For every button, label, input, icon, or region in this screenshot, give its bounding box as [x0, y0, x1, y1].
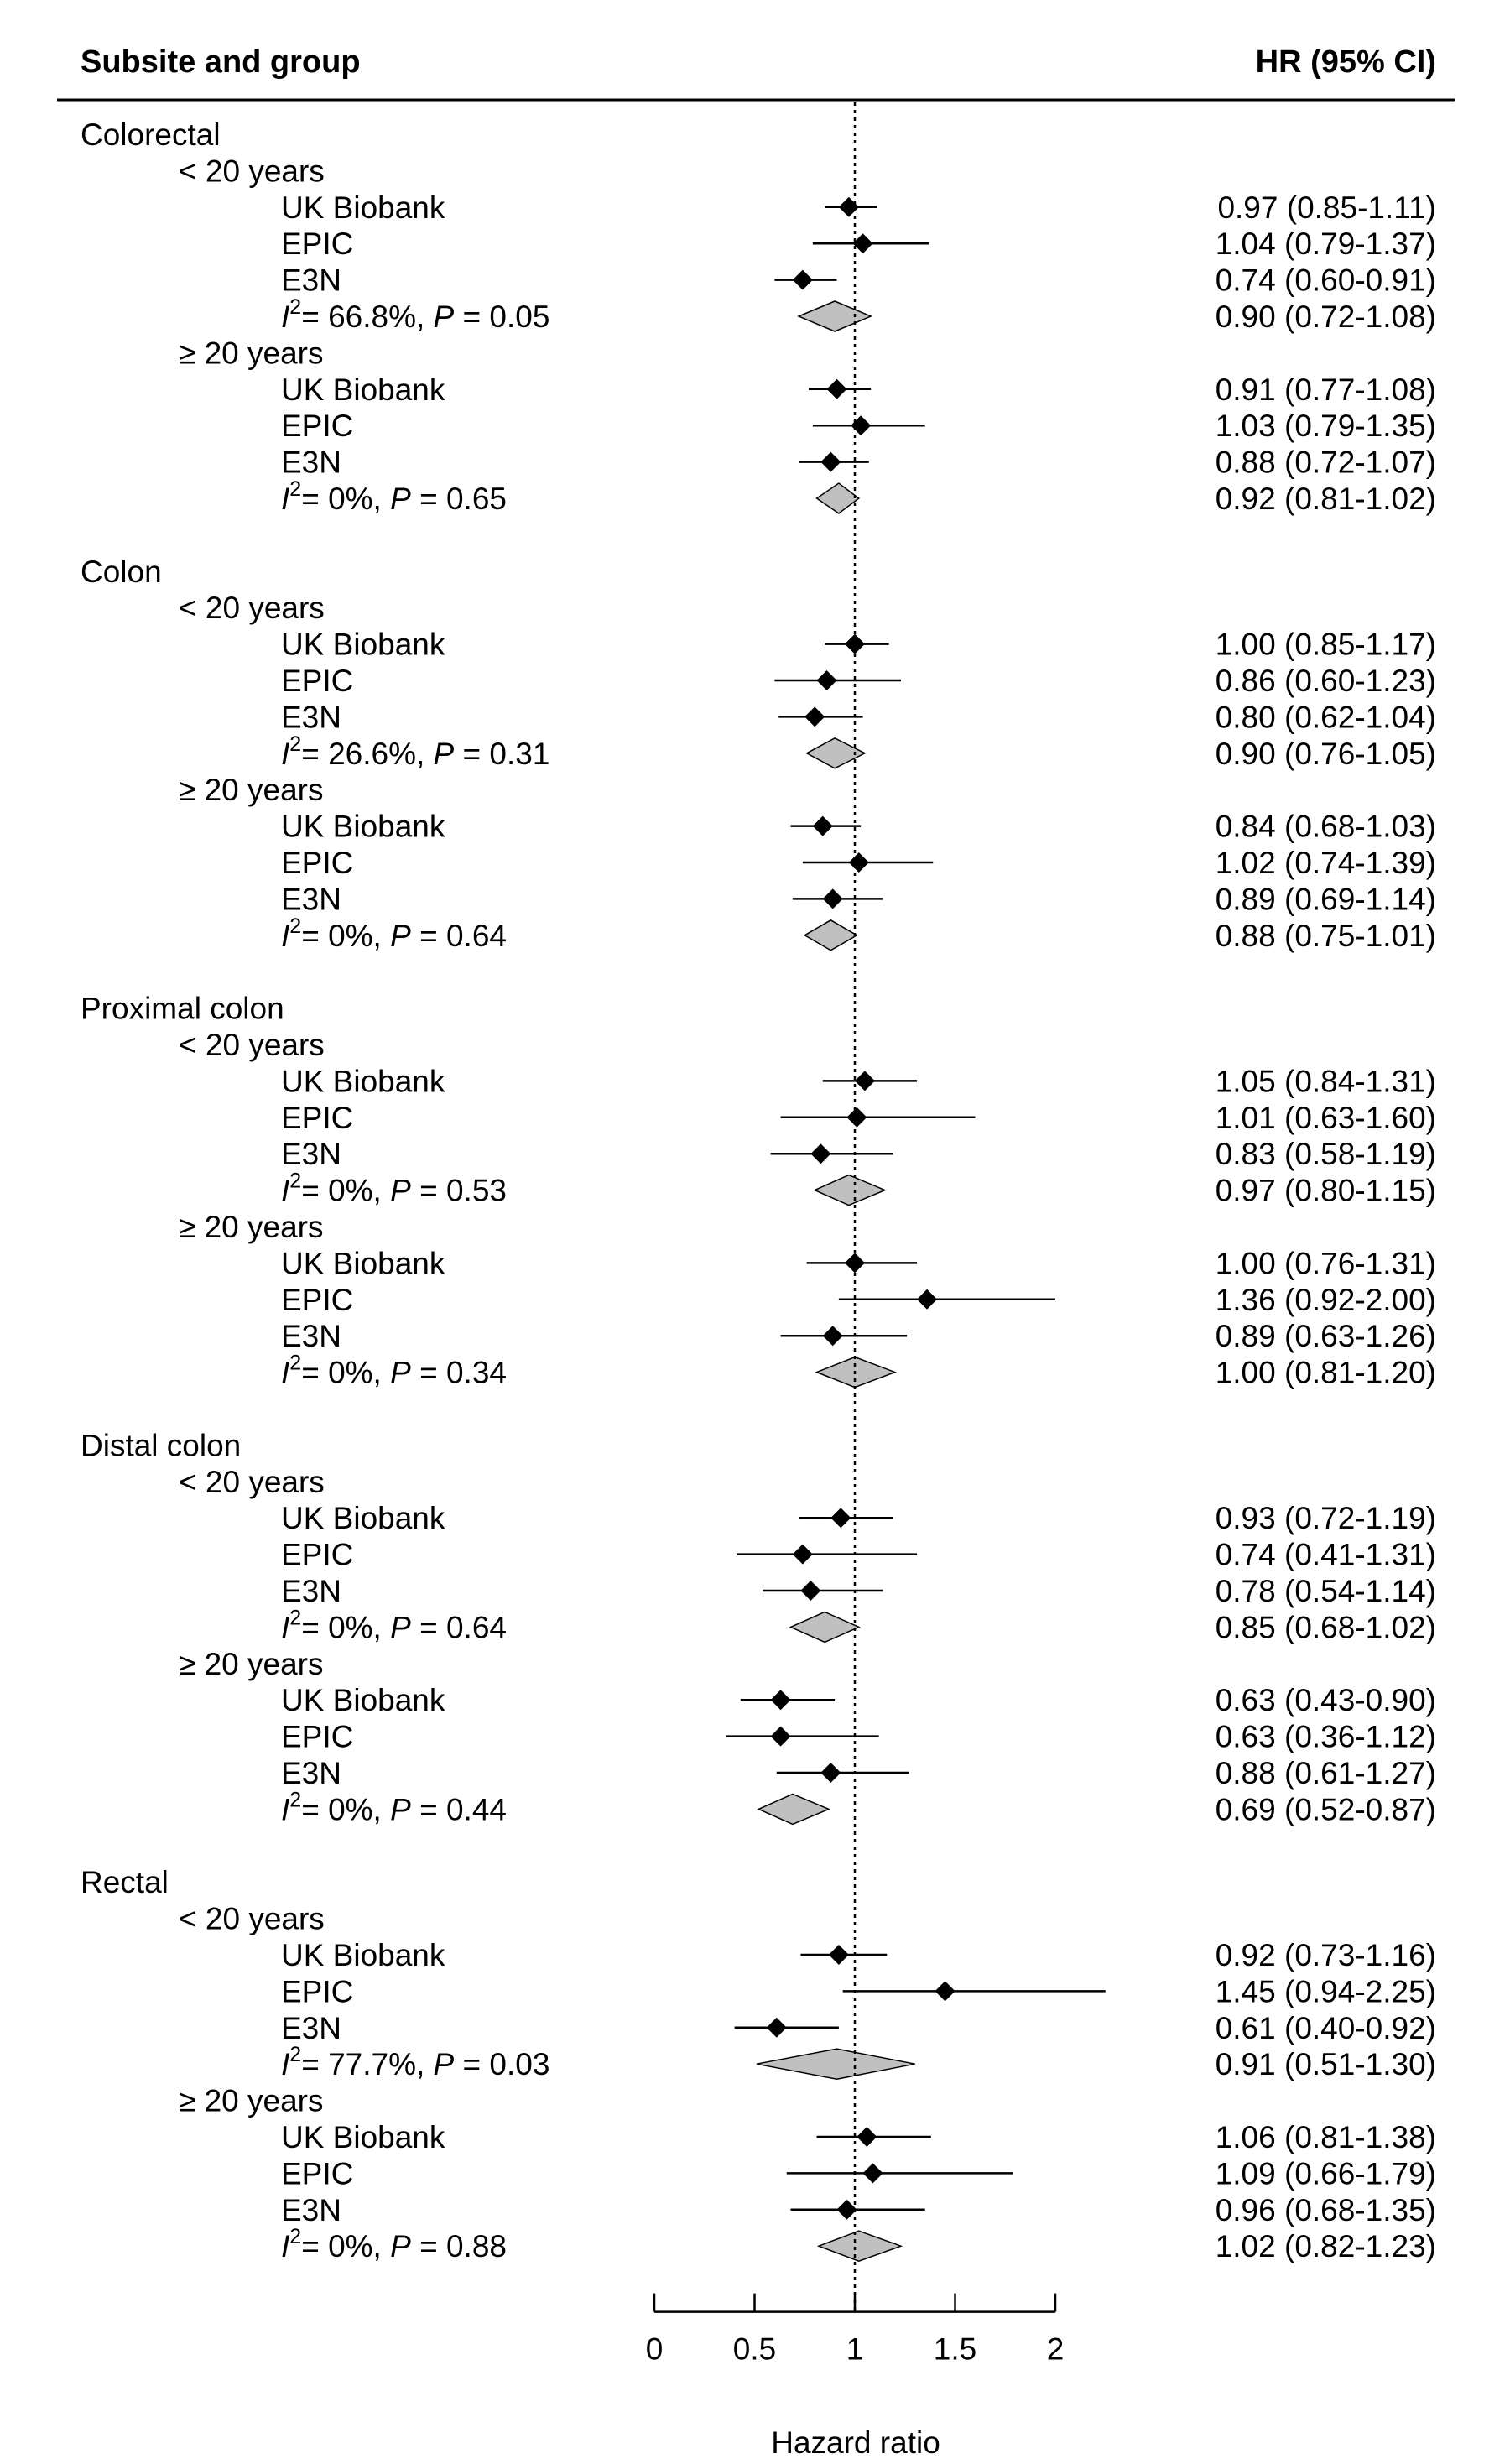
point-estimate: [820, 452, 841, 472]
hr-label: 1.02 (0.74-1.39): [1215, 846, 1436, 880]
hr-label: 0.93 (0.72-1.19): [1215, 1501, 1436, 1536]
hr-label: 0.91 (0.77-1.08): [1215, 372, 1436, 407]
point-estimate: [810, 1143, 830, 1164]
hr-label: 1.45 (0.94-2.25): [1215, 1974, 1436, 2009]
hr-label: 0.80 (0.62-1.04): [1215, 700, 1436, 735]
point-estimate: [935, 1981, 955, 2001]
point-estimate: [839, 197, 859, 217]
heterogeneity-label: $I^2= 0\%$, P = 0.44: [281, 1788, 507, 1827]
study-label: UK Biobank: [281, 1246, 445, 1281]
study-label: E3N: [281, 263, 341, 298]
study-label: EPIC: [281, 664, 354, 698]
pooled-hr-label: 1.00 (0.81-1.20): [1215, 1355, 1436, 1390]
study-label: UK Biobank: [281, 1938, 445, 1972]
group-label: ≥ 20 years: [179, 1646, 324, 1681]
point-estimate: [804, 706, 825, 727]
study-label: EPIC: [281, 1719, 354, 1754]
hr-label: 1.01 (0.63-1.60): [1215, 1100, 1436, 1135]
point-estimate: [857, 2127, 877, 2147]
group-label: ≥ 20 years: [179, 2083, 324, 2118]
pooled-diamond: [817, 483, 859, 513]
subsite-label: Proximal colon: [81, 991, 284, 1026]
heterogeneity-label: $I^2= 0\%$, P = 0.64: [281, 914, 507, 953]
point-estimate: [793, 1545, 813, 1565]
subsite-label: Colon: [81, 554, 162, 589]
pooled-diamond: [807, 738, 865, 768]
heterogeneity-label: $I^2= 0\%$, P = 0.88: [281, 2225, 507, 2264]
study-label: UK Biobank: [281, 372, 445, 407]
point-estimate: [800, 1581, 820, 1601]
study-label: E3N: [281, 2010, 341, 2045]
hr-label: 0.74 (0.41-1.31): [1215, 1537, 1436, 1572]
study-label: UK Biobank: [281, 1064, 445, 1099]
plot-rows: [81, 102, 1436, 2312]
hr-label: 0.61 (0.40-0.92): [1215, 2010, 1436, 2045]
group-label: < 20 years: [179, 1464, 325, 1499]
pooled-hr-label: 0.97 (0.80-1.15): [1215, 1173, 1436, 1208]
study-label: E3N: [281, 2192, 341, 2227]
point-estimate: [826, 379, 846, 399]
group-label: ≥ 20 years: [179, 773, 324, 808]
hr-label: 0.86 (0.60-1.23): [1215, 664, 1436, 698]
hr-label: 0.74 (0.60-0.91): [1215, 263, 1436, 298]
hr-label: 1.06 (0.81-1.38): [1215, 2120, 1436, 2154]
hr-label: 0.83 (0.58-1.19): [1215, 1137, 1436, 1172]
pooled-hr-label: 0.85 (0.68-1.02): [1215, 1610, 1436, 1645]
x-tick-label: 2: [1046, 2331, 1065, 2367]
x-tick-label: 1: [846, 2331, 864, 2367]
point-estimate: [793, 270, 813, 290]
pooled-diamond: [819, 2231, 901, 2261]
point-estimate: [813, 816, 833, 836]
study-label: EPIC: [281, 227, 354, 262]
hr-label: 1.04 (0.79-1.37): [1215, 227, 1436, 262]
point-estimate: [771, 1690, 791, 1710]
pooled-hr-label: 0.91 (0.51-1.30): [1215, 2047, 1436, 2082]
point-estimate: [823, 888, 843, 909]
point-estimate: [849, 852, 869, 873]
study-label: UK Biobank: [281, 190, 445, 225]
heterogeneity-label: $I^2= 0\%$, P = 0.34: [281, 1351, 507, 1390]
study-label: UK Biobank: [281, 2120, 445, 2154]
point-estimate: [845, 1253, 865, 1273]
group-label: < 20 years: [179, 591, 325, 626]
pooled-diamond: [757, 2049, 915, 2079]
study-label: E3N: [281, 1756, 341, 1790]
pooled-diamond: [815, 1175, 885, 1206]
study-label: EPIC: [281, 1974, 354, 2009]
study-label: EPIC: [281, 1537, 354, 1572]
hr-label: 1.36 (0.92-2.00): [1215, 1282, 1436, 1317]
point-estimate: [851, 415, 871, 435]
point-estimate: [830, 1508, 851, 1528]
point-estimate: [817, 670, 837, 690]
pooled-diamond: [799, 301, 871, 331]
study-label: E3N: [281, 445, 341, 480]
group-label: < 20 years: [179, 154, 325, 189]
hr-label: 1.00 (0.85-1.17): [1215, 627, 1436, 662]
hr-label: 0.63 (0.36-1.12): [1215, 1719, 1436, 1754]
study-label: UK Biobank: [281, 1683, 445, 1718]
subsite-label: Colorectal: [81, 117, 221, 152]
point-estimate: [853, 233, 873, 253]
point-estimate: [917, 1289, 937, 1310]
pooled-diamond: [758, 1794, 829, 1824]
study-label: UK Biobank: [281, 627, 445, 662]
hr-label: 0.89 (0.63-1.26): [1215, 1319, 1436, 1354]
x-tick-label: 0.5: [732, 2331, 777, 2367]
study-label: E3N: [281, 1319, 341, 1354]
x-tick-label: 0: [645, 2331, 664, 2367]
point-estimate: [846, 1107, 867, 1128]
pooled-hr-label: 1.02 (0.82-1.23): [1215, 2229, 1436, 2264]
hr-label: 0.88 (0.72-1.07): [1215, 445, 1436, 480]
study-label: EPIC: [281, 846, 354, 880]
hr-label: 0.97 (0.85-1.11): [1217, 190, 1436, 225]
point-estimate: [863, 2163, 883, 2183]
study-label: E3N: [281, 882, 341, 917]
pooled-hr-label: 0.88 (0.75-1.01): [1215, 918, 1436, 953]
header-left: Subsite and group: [81, 44, 361, 80]
header-right: HR (95% CI): [1255, 44, 1436, 80]
heterogeneity-label: $I^2= 77.7\%$, P = 0.03: [281, 2043, 550, 2082]
group-label: ≥ 20 years: [179, 1210, 324, 1244]
hr-label: 0.63 (0.43-0.90): [1215, 1683, 1436, 1718]
point-estimate: [771, 1727, 791, 1747]
group-label: ≥ 20 years: [179, 336, 324, 371]
study-label: EPIC: [281, 1100, 354, 1135]
group-label: < 20 years: [179, 1028, 325, 1062]
hr-label: 1.00 (0.76-1.31): [1215, 1246, 1436, 1281]
hr-label: 0.89 (0.69-1.14): [1215, 882, 1436, 917]
heterogeneity-label: $I^2= 0\%$, P = 0.65: [281, 477, 507, 516]
point-estimate: [767, 2018, 787, 2038]
pooled-hr-label: 0.90 (0.72-1.08): [1215, 300, 1436, 334]
point-estimate: [820, 1763, 841, 1783]
pooled-diamond: [791, 1612, 859, 1642]
study-label: UK Biobank: [281, 809, 445, 844]
study-label: E3N: [281, 1574, 341, 1608]
hr-label: 0.78 (0.54-1.14): [1215, 1574, 1436, 1608]
x-axis: [646, 2294, 1065, 2367]
point-estimate: [823, 1326, 843, 1346]
subsite-label: Distal colon: [81, 1428, 242, 1463]
hr-label: 0.96 (0.68-1.35): [1215, 2192, 1436, 2227]
study-label: EPIC: [281, 409, 354, 444]
subsite-label: Rectal: [81, 1865, 169, 1900]
heterogeneity-label: $I^2= 0\%$, P = 0.53: [281, 1169, 507, 1208]
x-tick-label: 1.5: [933, 2331, 977, 2367]
study-label: E3N: [281, 700, 341, 735]
hr-label: 1.09 (0.66-1.79): [1215, 2156, 1436, 2191]
pooled-hr-label: 0.92 (0.81-1.02): [1215, 482, 1436, 516]
hr-label: 0.84 (0.68-1.03): [1215, 809, 1436, 844]
heterogeneity-label: $I^2= 0\%$, P = 0.64: [281, 1606, 507, 1645]
pooled-diamond: [804, 920, 857, 951]
point-estimate: [845, 634, 865, 654]
x-axis-label: Hazard ratio: [771, 2425, 940, 2460]
point-estimate: [829, 1945, 849, 1965]
study-label: E3N: [281, 1137, 341, 1172]
group-label: < 20 years: [179, 1901, 325, 1936]
pooled-hr-label: 0.90 (0.76-1.05): [1215, 736, 1436, 771]
hr-label: 1.05 (0.84-1.31): [1215, 1064, 1436, 1099]
heterogeneity-label: $I^2= 66.8\%$, P = 0.05: [281, 295, 550, 334]
pooled-hr-label: 0.69 (0.52-0.87): [1215, 1792, 1436, 1827]
hr-label: 0.88 (0.61-1.27): [1215, 1756, 1436, 1790]
hr-label: 1.03 (0.79-1.35): [1215, 409, 1436, 444]
hr-label: 0.92 (0.73-1.16): [1215, 1938, 1436, 1972]
study-label: UK Biobank: [281, 1501, 445, 1536]
point-estimate: [855, 1071, 875, 1091]
study-label: EPIC: [281, 2156, 354, 2191]
study-label: EPIC: [281, 1282, 354, 1317]
heterogeneity-label: $I^2= 26.6\%$, P = 0.31: [281, 732, 550, 771]
